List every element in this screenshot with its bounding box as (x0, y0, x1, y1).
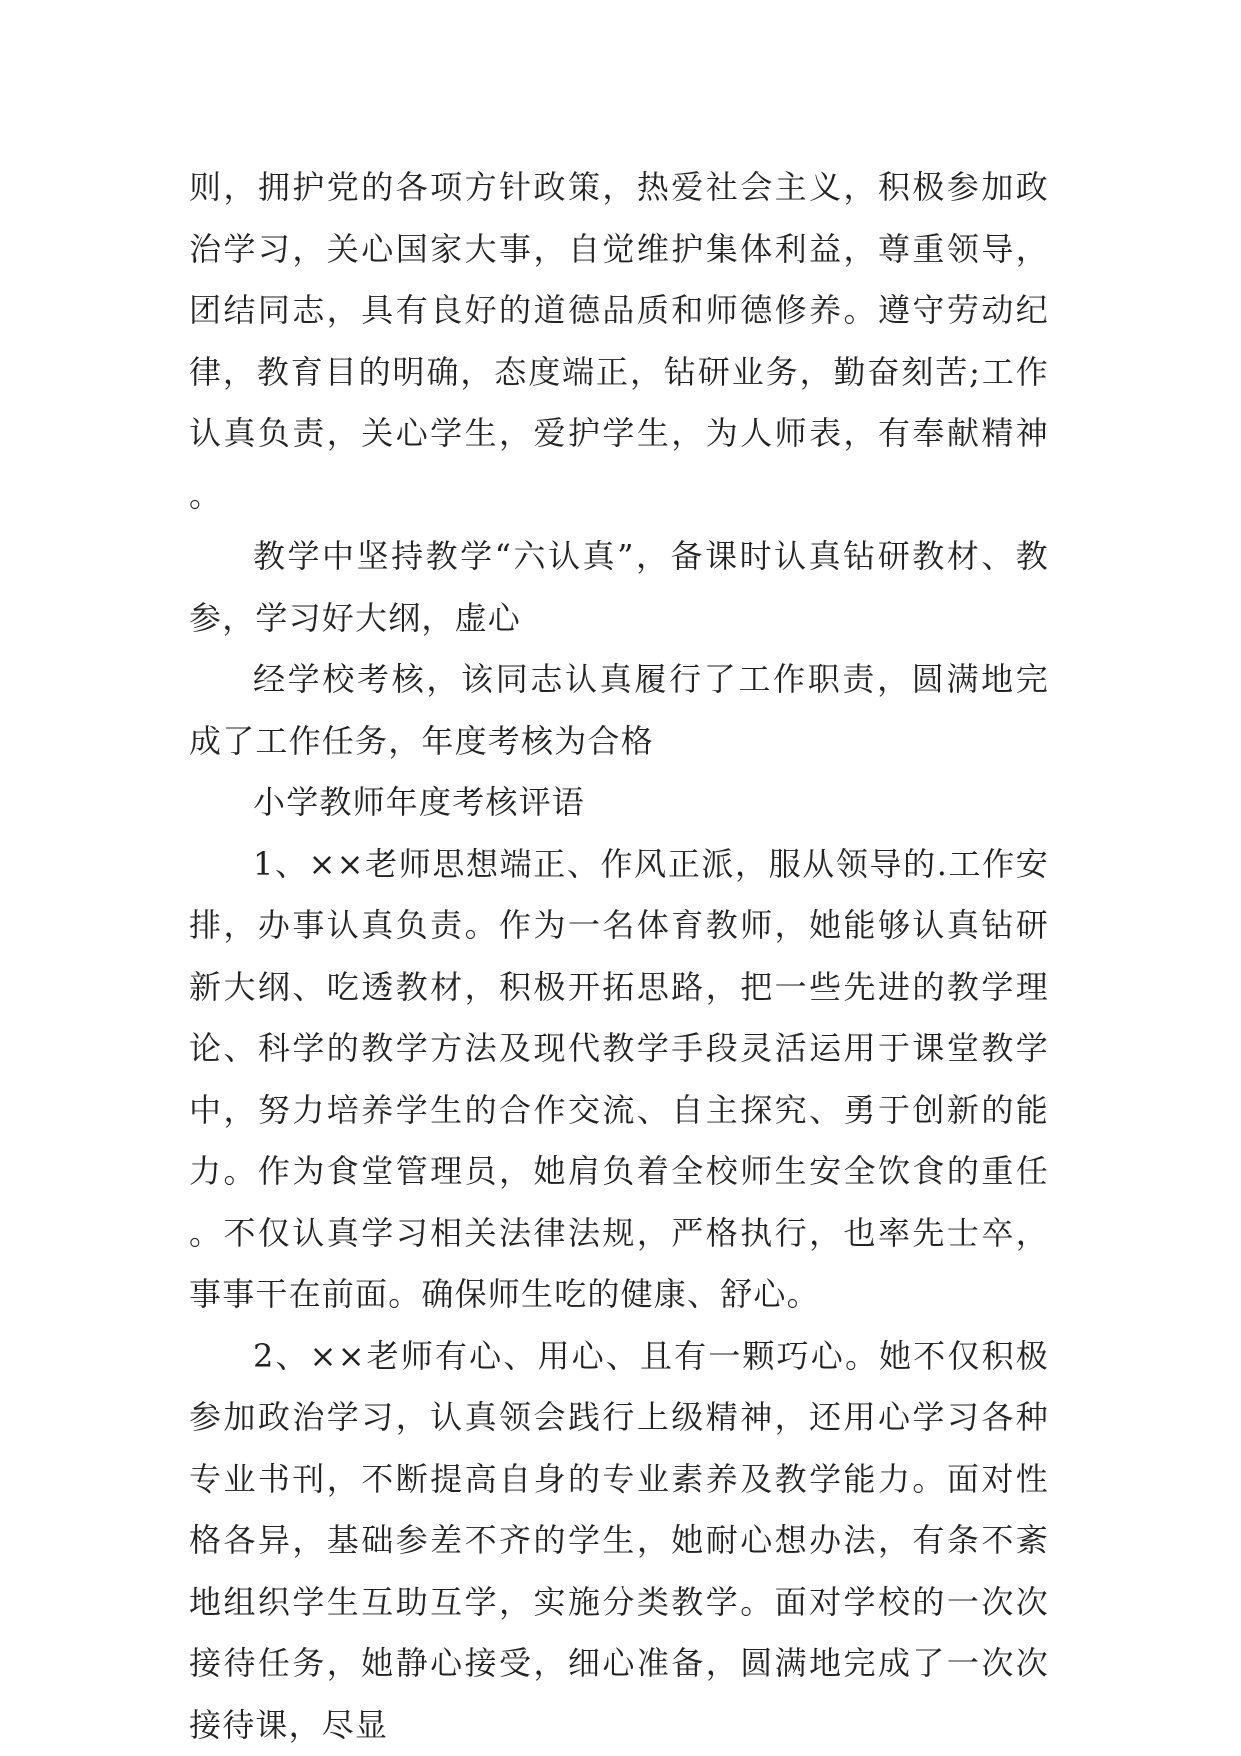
section-heading: 小学教师年度考核评语 (189, 772, 1049, 834)
paragraph-comment-2: 2、××老师有心、用心、且有一颗巧心。她不仅积极参加政治学习，认真领会践行上级精神，还用心学习各种专业书刊，不断提高自身的专业素养及教学能力。面对性格各异，基础参差不齐的学生，她耐心想办法，有条不紊地组织学生互助互学，实施分类教学。面对学校的一次次接待任务，她静心接受，细心准备，圆满地完成了一次次接待课，尽显 (189, 1326, 1049, 1756)
paragraph-continuation: 则，拥护党的各项方针政策，热爱社会主义，积极参加政治学习，关心国家大事，自觉维护集体利益，尊重领导，团结同志，具有良好的道德品质和师德修养。遵守劳动纪律，教育目的明确，态度端正，钻研业务，勤奋刻苦;工作认真负责，关心学生，爱护学生，为人师表，有奉献精神。 (189, 157, 1049, 526)
paragraph-comment-1: 1、××老师思想端正、作风正派，服从领导的.工作安排，办事认真负责。作为一名体育教师，她能够认真钻研新大纲、吃透教材，积极开拓思路，把一些先进的教学理论、科学的教学方法及现代教学手段灵活运用于课堂教学中，努力培养学生的合作交流、自主探究、勇于创新的能力。作为食堂管理员，她肩负着全校师生安全饮食的重任。不仅认真学习相关法律法规，严格执行，也率先士卒，事事干在前面。确保师生吃的健康、舒心。 (189, 834, 1049, 1326)
paragraph-assessment-result: 经学校考核，该同志认真履行了工作职责，圆满地完成了工作任务，年度考核为合格 (189, 649, 1049, 772)
document-body (189, 157, 1049, 1756)
paragraph-teaching: 教学中坚持教学“六认真”，备课时认真钻研教材、教参，学习好大纲，虚心 (189, 526, 1049, 649)
